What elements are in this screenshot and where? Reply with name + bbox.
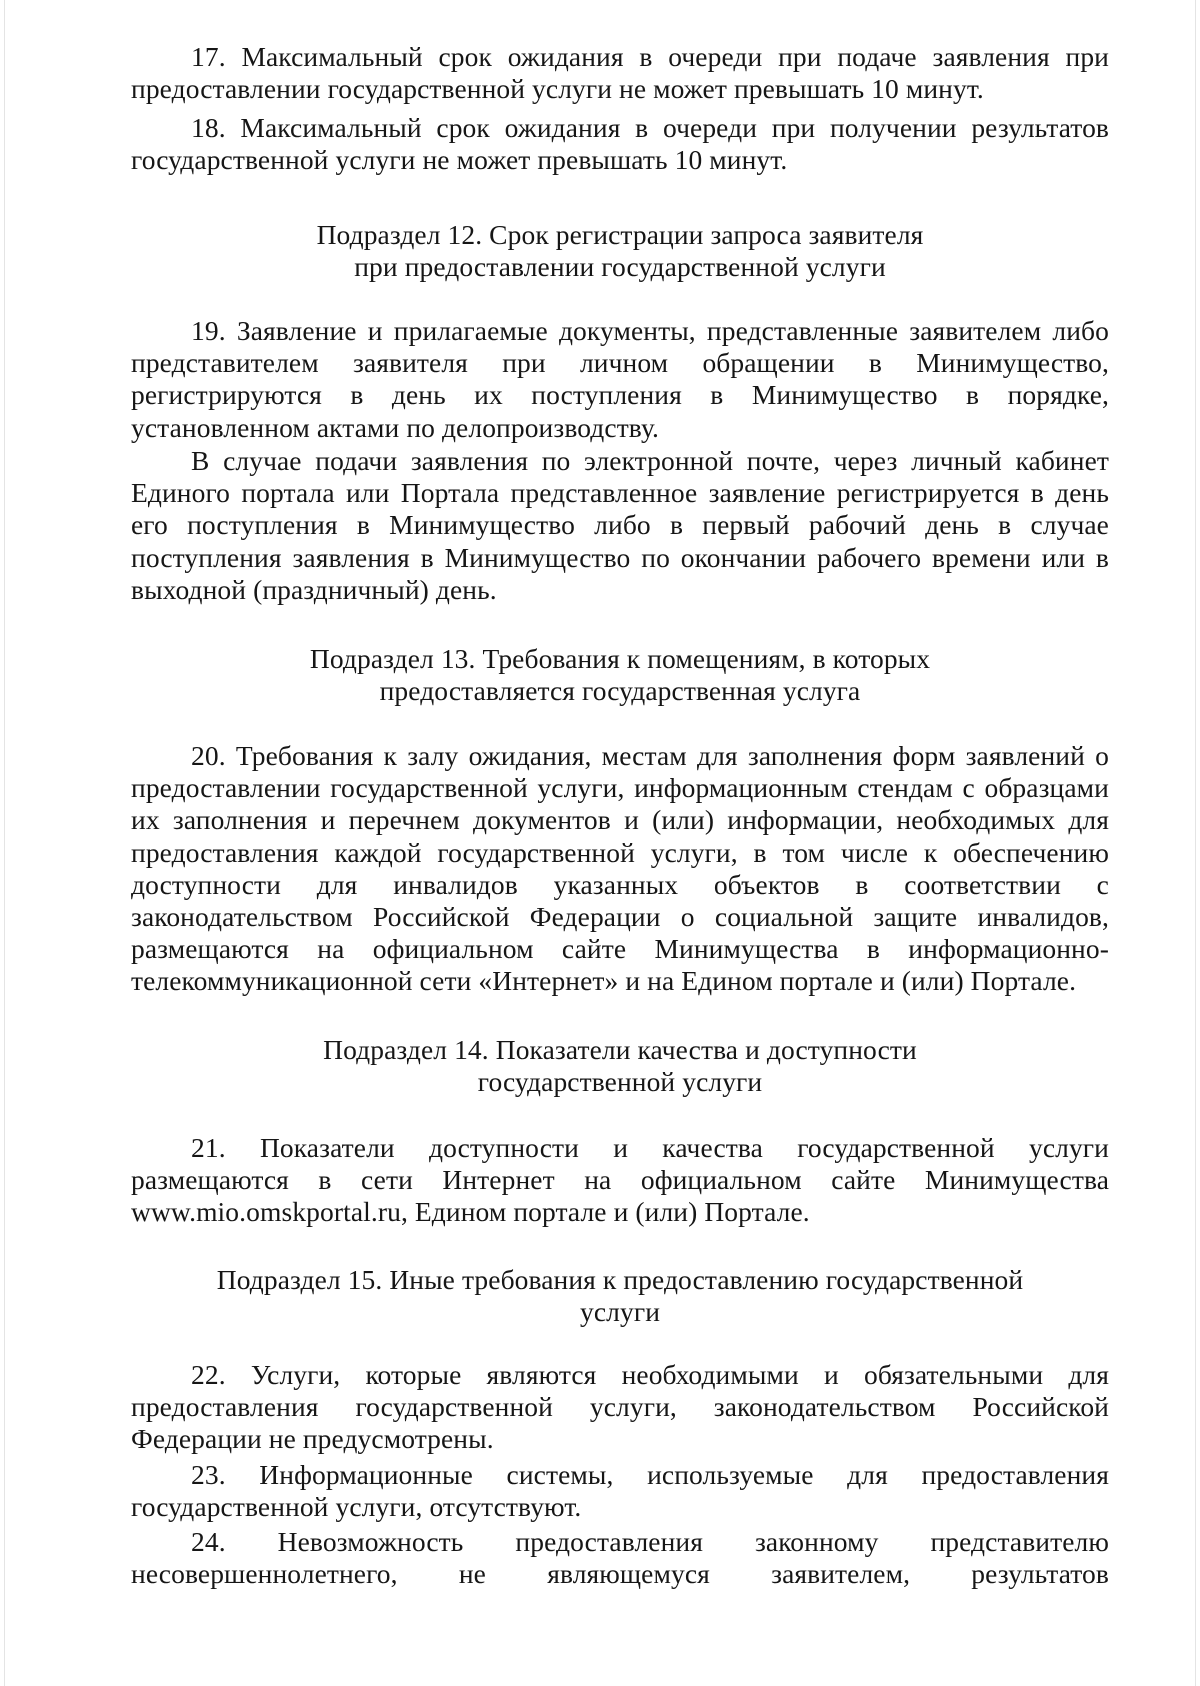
paragraph-18: 18. Максимальный срок ожидания в очереди при получении результатов государственной услуги не может превышать 10 минут. <box>131 112 1109 176</box>
scan-edge-right <box>1195 0 1196 1686</box>
subsection-12-heading: Подраздел 12. Срок регистрации запроса заявителя при предоставлении государственной услуги <box>316 219 924 283</box>
subsection-13-heading: Подраздел 13. Требования к помещениям, в которых предоставляется государственная услуга <box>309 643 931 707</box>
paragraph-19-electronic: В случае подачи заявления по электронной почте, через личный кабинет Единого портала или Портала представленное заявление регистрируется в день его поступления в Минимущество либо в первый рабочий день в случае поступления заявления в Минимущество по окончании рабочего времени или в выходной (праздничный) день. <box>131 445 1109 605</box>
subsection-15-heading: Подраздел 15. Иные требования к предоставлению государственной услуги <box>216 1264 1024 1328</box>
paragraph-19: 19. Заявление и прилагаемые документы, представленные заявителем либо представителем заявителя при личном обращении в Минимущество, регистрируются в день их поступления в Минимущество в порядке, установленном актами по делопроизводству. <box>131 315 1109 443</box>
paragraph-24: 24. Невозможность предоставления законному представителю несовершеннолетнего, не являющемуся заявителем, результатов <box>131 1526 1109 1590</box>
paragraph-23: 23. Информационные системы, используемые для предоставления государственной услуги, отсутствуют. <box>131 1459 1109 1523</box>
subsection-14-heading: Подраздел 14. Показатели качества и доступности государственной услуги <box>323 1034 917 1098</box>
paragraph-21: 21. Показатели доступности и качества государственной услуги размещаются в сети Интернет на официальном сайте Минимущества www.mio.omskportal.ru, Едином портале и (или) Портале. <box>131 1132 1109 1228</box>
paragraph-17: 17. Максимальный срок ожидания в очереди при подаче заявления при предоставлении государственной услуги не может превышать 10 минут. <box>131 41 1109 105</box>
scan-edge-left <box>4 0 5 1686</box>
paragraph-20: 20. Требования к залу ожидания, местам для заполнения форм заявлений о предоставлении государственной услуги, информационным стендам с образцами их заполнения и перечнем документов и (или) информации, необходимых для предоставления каждой государственной услуги, в том числе к обеспечению доступности для инвалидов указанных объектов в соответствии с законодательством Российской Федерации о социальной защите инвалидов, размещаются на официальном сайте Минимущества в информационно-телекоммуникационной сети «Интернет» и на Едином портале и (или) Портале. <box>131 740 1109 997</box>
paragraph-22: 22. Услуги, которые являются необходимыми и обязательными для предоставления государственной услуги, законодательством Российской Федерации не предусмотрены. <box>131 1359 1109 1455</box>
